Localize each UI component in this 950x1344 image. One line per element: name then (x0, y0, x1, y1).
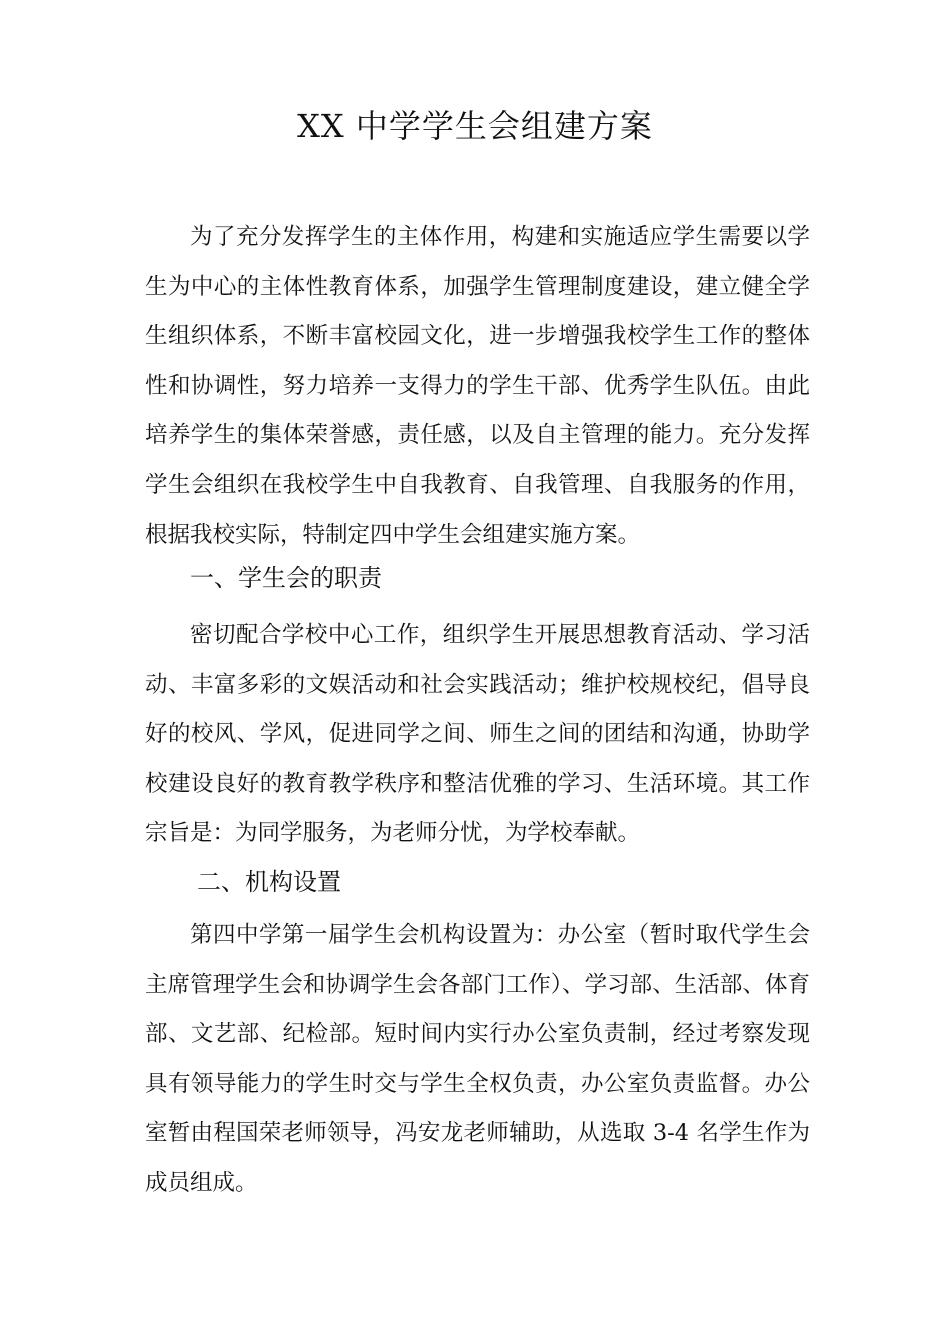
section-paragraph-duties: 密切配合学校中心工作，组织学生开展思想教育活动、学习活动、丰富多彩的文娱活动和社会实践活动；维护校规校纪，倡导良好的校风、学风，促进同学之间、师生之间的团结和沟通，协助学校建设良好的教育教学秩序和整洁优雅的学习、生活环境。其工作宗旨是：为同学服务，为老师分忧，为学校奉献。 (145, 622, 810, 847)
section-heading-duties: 一、学生会的职责 (190, 564, 382, 592)
intro-paragraph: 为了充分发挥学生的主体作用，构建和实施适应学生需要以学生为中心的主体性教育体系，加强学生管理制度建设，建立健全学生组织体系，不断丰富校园文化，进一步增强我校学生工作的整体性和协调性，努力培养一支得力的学生干部、优秀学生队伍。由此培养学生的集体荣誉感，责任感，以及自主管理的能力。充分发挥学生会组织在我校学生中自我教育、自我管理、自我服务的作用，根据我校实际，特制定四中学生会组建实施方案。 (145, 224, 810, 548)
section-paragraph-organization: 第四中学第一届学生会机构设置为：办公室（暂时取代学生会主席管理学生会和协调学生会各部门工作）、学习部、生活部、体育部、文艺部、纪检部。短时间内实行办公室负责制，经过考察发现具有领导能力的学生时交与学生全权负责，办公室负责监督。办公室暂由程国荣老师领导，冯安龙老师辅助，从选取 3-4 名学生作为成员组成。 (145, 922, 810, 1196)
document-title: XX 中学学生会组建方案 (297, 107, 653, 145)
section-heading-organization: 二、机构设置 (197, 868, 341, 896)
